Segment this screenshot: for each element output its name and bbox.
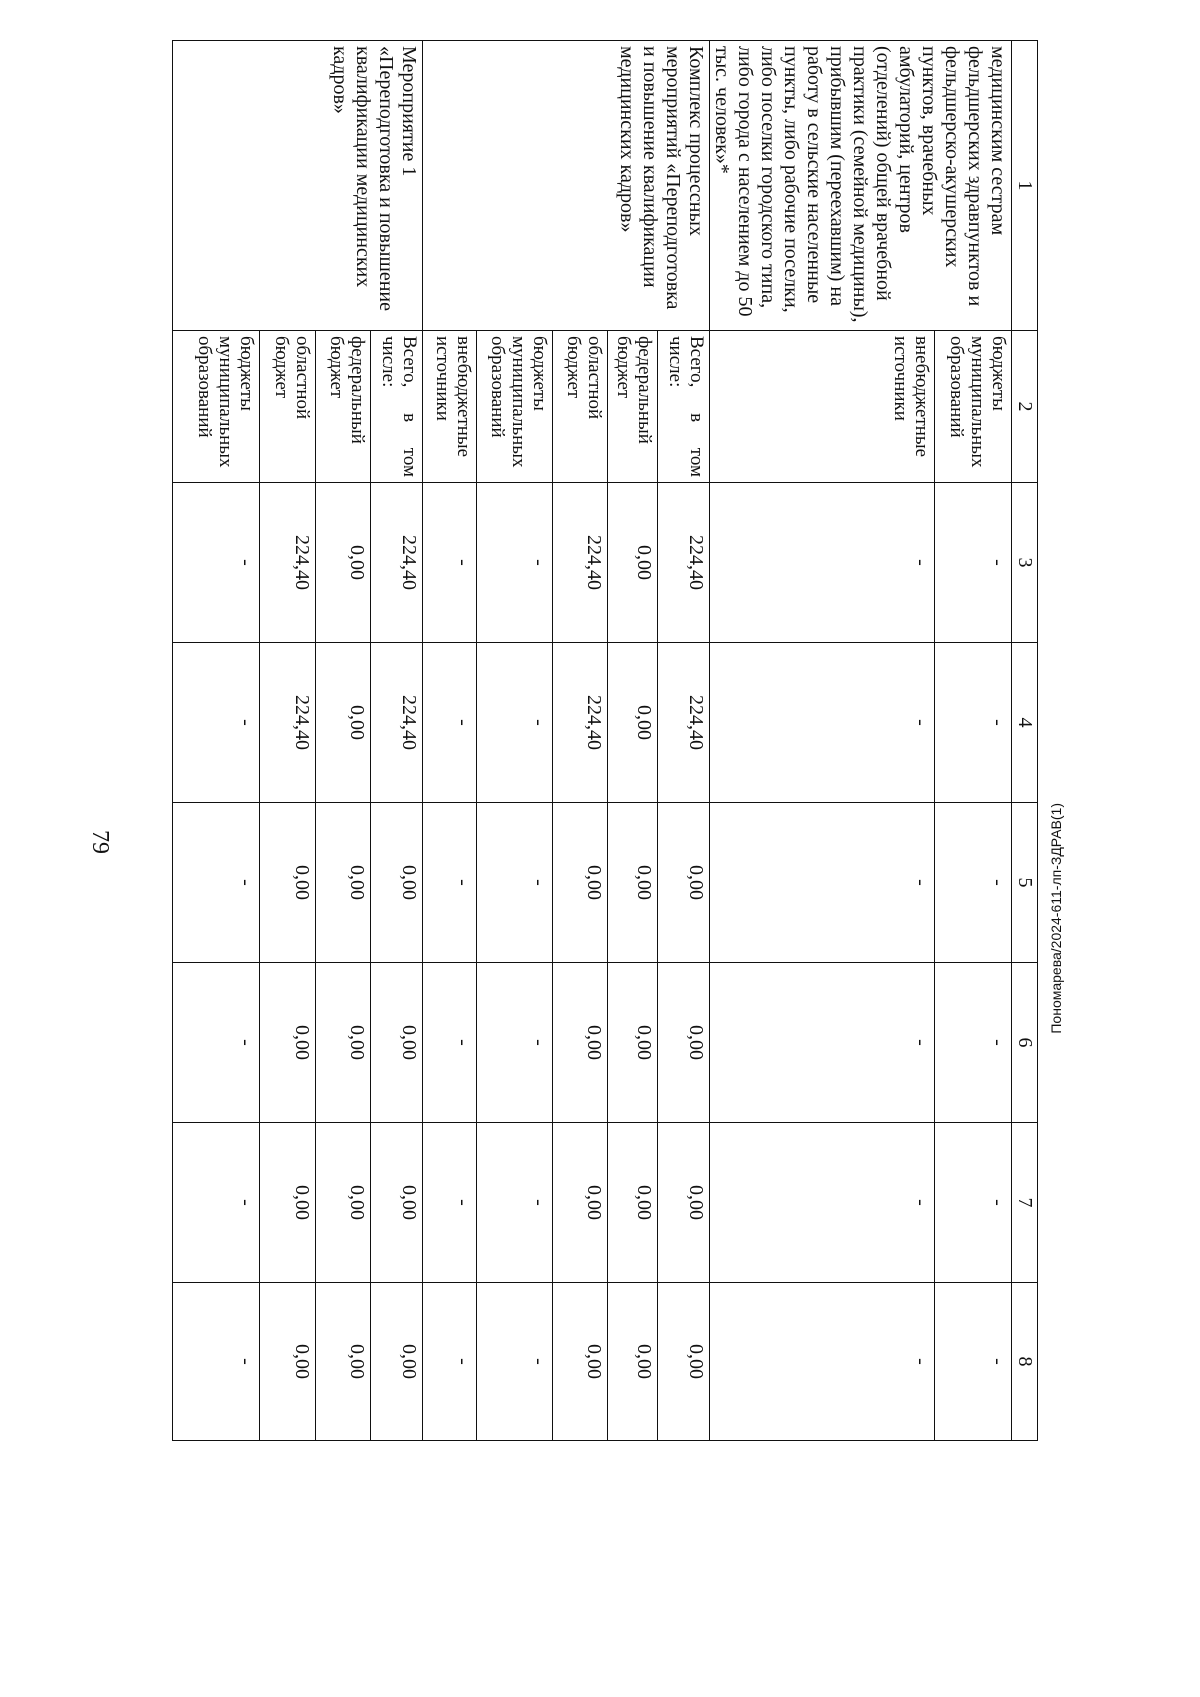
table-row <box>935 41 1012 1441</box>
value-cell: - <box>173 1123 260 1283</box>
value-cell: 0,00 <box>260 803 316 963</box>
table-row <box>371 41 423 1441</box>
program-name-cell: медицинским сестрам фельдшерских здравпунктов и фельдшерско-акушерских пунктов, врачебных амбулаторий, центров (отделений) общей врачебной практики (семейной медицины), прибывшим (переехавшим) на работу в сельские населенные пункты, либо рабочие поселки, либо поселки городского типа, либо города с населением до 50 тыс. человек»* <box>710 41 1012 331</box>
total-label-word: том <box>686 447 707 477</box>
value-cell: 0,00 <box>260 1123 316 1283</box>
value-cell: 0,00 <box>608 1123 658 1283</box>
value-cell: 0,00 <box>658 1283 710 1441</box>
header-cell-4: 4 <box>1012 643 1038 803</box>
header-row <box>1012 41 1038 1441</box>
value-cell: 0,00 <box>316 1123 371 1283</box>
source-cell: областной бюджет <box>260 331 316 483</box>
source-cell: федеральный бюджет <box>316 331 371 483</box>
value-cell: - <box>935 803 1012 963</box>
header-cell-5: 5 <box>1012 803 1038 963</box>
total-label-cell <box>371 331 423 483</box>
value-cell: - <box>423 643 477 803</box>
source-cell: федеральный бюджет <box>608 331 658 483</box>
total-label-word: Всего, <box>686 336 707 388</box>
source-cell: внебюджетные источники <box>423 331 477 483</box>
value-cell: - <box>423 483 477 643</box>
value-cell: 0,00 <box>553 1123 608 1283</box>
value-cell: - <box>173 803 260 963</box>
value-cell: 0,00 <box>608 643 658 803</box>
source-cell: бюджеты муниципальных образований <box>935 331 1012 483</box>
value-cell: 0,00 <box>316 963 371 1123</box>
total-label-end: числе: <box>378 336 399 388</box>
source-cell: областной бюджет <box>553 331 608 483</box>
value-cell: - <box>477 483 553 643</box>
value-cell: 0,00 <box>658 963 710 1123</box>
value-cell: 0,00 <box>608 1283 658 1441</box>
value-cell: 0,00 <box>371 803 423 963</box>
value-cell: - <box>935 963 1012 1123</box>
total-label-end: числе: <box>665 336 686 388</box>
value-cell: 0,00 <box>260 963 316 1123</box>
header-cell-8: 8 <box>1012 1283 1038 1441</box>
value-cell: - <box>173 483 260 643</box>
source-cell: внебюджетные источники <box>710 331 935 483</box>
value-cell: 224,40 <box>553 643 608 803</box>
value-cell: 0,00 <box>658 1123 710 1283</box>
value-cell: 0,00 <box>608 483 658 643</box>
value-cell: 224,40 <box>658 643 710 803</box>
value-cell: - <box>477 1283 553 1441</box>
funding-table <box>172 40 1038 1441</box>
total-label-word: в <box>399 413 420 423</box>
value-cell: 0,00 <box>553 1283 608 1441</box>
value-cell: - <box>935 643 1012 803</box>
value-cell: - <box>477 803 553 963</box>
value-cell: - <box>173 963 260 1123</box>
value-cell: 224,40 <box>371 643 423 803</box>
value-cell: - <box>710 963 935 1123</box>
value-cell: - <box>477 963 553 1123</box>
value-cell: 0,00 <box>608 963 658 1123</box>
value-cell: - <box>423 1123 477 1283</box>
value-cell: 0,00 <box>316 643 371 803</box>
value-cell: - <box>710 1283 935 1441</box>
value-cell: 0,00 <box>553 803 608 963</box>
source-cell: бюджеты муниципальных образований <box>477 331 553 483</box>
table-row <box>658 41 710 1441</box>
value-cell: - <box>423 1283 477 1441</box>
value-cell: - <box>423 963 477 1123</box>
page-number: 79 <box>87 830 113 854</box>
header-cell-3: 3 <box>1012 483 1038 643</box>
value-cell: - <box>710 803 935 963</box>
value-cell: - <box>173 1283 260 1441</box>
total-label-word: том <box>399 447 420 477</box>
value-cell: 224,40 <box>260 483 316 643</box>
value-cell: 0,00 <box>371 1123 423 1283</box>
value-cell: 224,40 <box>371 483 423 643</box>
program-name-cell: Комплекс процессных мероприятий «Переподготовка и повышение квалификации медицинских кадров» <box>423 41 710 331</box>
value-cell: 0,00 <box>608 803 658 963</box>
header-cell-1: 1 <box>1012 41 1038 331</box>
value-cell: 0,00 <box>371 963 423 1123</box>
value-cell: - <box>710 483 935 643</box>
value-cell: - <box>710 643 935 803</box>
total-label-word: в <box>686 413 707 423</box>
value-cell: - <box>935 1283 1012 1441</box>
value-cell: 224,40 <box>553 483 608 643</box>
value-cell: - <box>710 1123 935 1283</box>
value-cell: 224,40 <box>658 483 710 643</box>
value-cell: 0,00 <box>658 803 710 963</box>
header-cell-6: 6 <box>1012 963 1038 1123</box>
value-cell: 0,00 <box>553 963 608 1123</box>
total-label-cell <box>658 331 710 483</box>
event-name-cell: Мероприятие 1 «Переподготовка и повышение квалификации медицинских кадров» <box>173 41 423 331</box>
value-cell: 224,40 <box>260 643 316 803</box>
value-cell: - <box>173 643 260 803</box>
value-cell: - <box>423 803 477 963</box>
value-cell: 0,00 <box>260 1283 316 1441</box>
header-cell-2: 2 <box>1012 331 1038 483</box>
document-code: Пономарева/2024-611-лп-ЗДРАВ(1) <box>1048 803 1064 1034</box>
value-cell: 0,00 <box>371 1283 423 1441</box>
value-cell: - <box>935 483 1012 643</box>
value-cell: - <box>477 643 553 803</box>
value-cell: 0,00 <box>316 1283 371 1441</box>
source-cell: бюджеты муниципальных образований <box>173 331 260 483</box>
value-cell: 0,00 <box>316 803 371 963</box>
total-label-word: Всего, <box>399 336 420 388</box>
value-cell: - <box>935 1123 1012 1283</box>
value-cell: - <box>477 1123 553 1283</box>
header-cell-7: 7 <box>1012 1123 1038 1283</box>
rotated-table-container <box>176 40 1038 1440</box>
value-cell: 0,00 <box>316 483 371 643</box>
